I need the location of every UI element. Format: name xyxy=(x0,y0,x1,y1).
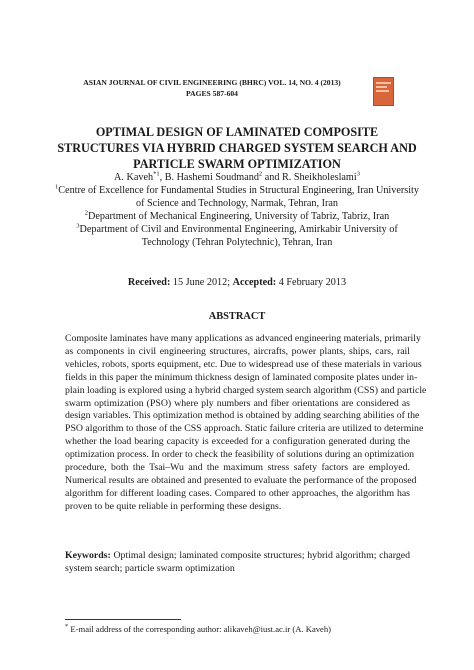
abstract-line: as components in civil engineering structures, aircrafts, power plants, ships, cars, rail xyxy=(65,345,410,357)
journal-citation: ASIAN JOURNAL OF CIVIL ENGINEERING (BHRC) VOL. 14, NO. 4 (2013) xyxy=(83,78,341,87)
affiliation-3-line-1: $^3$Department of Civil and Environmental Engineering, Amirkabir University of xyxy=(76,222,398,235)
author-2: , B. Hashemi Soudmand xyxy=(159,172,259,183)
author-2-mark: 2 xyxy=(258,170,263,178)
received-date: 15 June 2012; xyxy=(170,277,233,288)
author-3-mark: 3 xyxy=(356,170,360,178)
journal-header xyxy=(62,77,362,99)
keywords-text-1: Optimal design; laminated composite structures; hybrid algorithm; charged xyxy=(110,550,410,561)
affiliation-1-line-2: of Science and Technology, Narmak, Tehran, Iran xyxy=(135,198,339,209)
accepted-date: 4 February 2013 xyxy=(276,277,347,288)
author-1: A. Kaveh xyxy=(114,172,154,183)
accepted-label: Accepted: xyxy=(232,277,277,288)
footnote-divider xyxy=(65,619,181,620)
title-line-1: OPTIMAL DESIGN OF LAMINATED COMPOSITE xyxy=(95,125,379,139)
abstract-body xyxy=(65,333,427,514)
keywords-label: Keywords: xyxy=(65,550,111,561)
journal-pages: PAGES 587-604 xyxy=(186,89,238,98)
author-block xyxy=(40,171,434,249)
keywords-block xyxy=(65,550,410,576)
abstract-line: PSO algorithm to those of the CSS approach. Static failure criteria are utilized to determine xyxy=(65,423,424,435)
author-list xyxy=(40,171,434,184)
received-label: Received: xyxy=(127,277,171,288)
abstract-line: vehicles, robots, sports equipment, etc. Due to widespread use of these materials in various xyxy=(65,358,422,370)
footnote xyxy=(65,624,410,634)
abstract-line: Numerical results are obtained and presented to evaluate the performance of the proposed xyxy=(65,474,417,486)
abstract-line: algorithm for different loading cases. Compared to other approaches, the algorithm has xyxy=(65,487,410,499)
footnote-text: E-mail address of the corresponding author: alikaveh@iust.ac.ir (A. Kaveh) xyxy=(68,624,332,634)
abstract-line: proven to be quite reliable in performing these designs. xyxy=(65,500,282,512)
affiliation-3-line-2: Technology (Tehran Polytechnic), Tehran, Iran xyxy=(141,237,333,248)
abstract-line: optimization process. In order to check the feasibility of solutions during an optimization xyxy=(65,449,415,461)
title-line-2: STRUCTURES VIA HYBRID CHARGED SYSTEM SEARCH AND xyxy=(57,141,417,155)
received-accepted-dates xyxy=(40,277,434,288)
abstract-heading: ABSTRACT xyxy=(208,311,266,322)
footnote-marker: * xyxy=(65,623,69,631)
journal-cover-thumbnail xyxy=(373,77,394,106)
abstract-line: Composite laminates have many applications as advanced engineering materials, primarily xyxy=(65,333,421,344)
author-1-mark: *1 xyxy=(153,170,160,178)
affiliation-1-line-1: $^1$Centre of Excellence for Fundamental Studies in Structural Engineering, Iran University xyxy=(55,183,419,196)
abstract-line: procedure, both the Tsai–Wu and the maximum stress safety factors are employed. xyxy=(65,462,410,474)
keywords-line-1 xyxy=(65,550,410,563)
affiliation-2: $^2$Department of Mechanical Engineering, University of Tabriz, Tabriz, Iran xyxy=(84,209,390,222)
abstract-line: whether the load bearing capacity is exceeded for a configuration generated during the xyxy=(65,436,410,448)
abstract-line: fields in this paper the minimum thickness design of laminated composite plates under in- xyxy=(65,371,418,383)
author-3: and R. Sheikholeslami xyxy=(262,172,357,183)
keywords-line-2: system search; particle swarm optimization xyxy=(65,562,235,574)
paper-title xyxy=(40,124,434,172)
abstract-line: plain loading is explored using a hybrid charged system search algorithm (CSS) and particle xyxy=(65,384,427,396)
abstract-line: swarm optimization (PSO) where ply numbers and fiber orientations are considered as xyxy=(65,397,410,409)
abstract-line: design variables. This optimization method is obtained by adding searching abilities of the xyxy=(65,410,420,422)
title-line-3: PARTICLE SWARM OPTIMIZATION xyxy=(133,157,341,171)
